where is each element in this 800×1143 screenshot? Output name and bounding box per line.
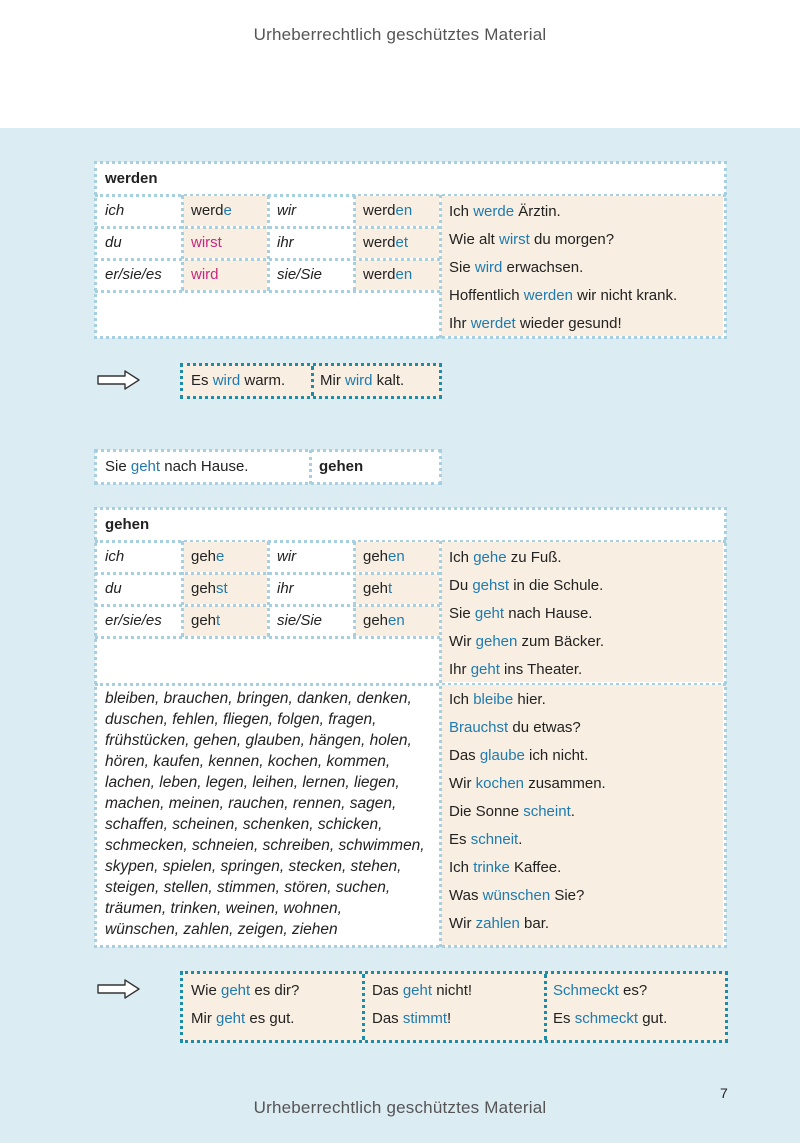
werden-example: Ihr werdet wieder gesund! bbox=[449, 315, 622, 332]
note-example: Es schmeckt gut. bbox=[553, 1010, 668, 1027]
verb-form: gehst bbox=[183, 574, 267, 604]
verb-form: geht bbox=[355, 574, 439, 604]
verb-form: werdet bbox=[355, 228, 439, 258]
gehen-example: Ich gehe zu Fuß. bbox=[449, 549, 562, 566]
infinitive-box bbox=[95, 450, 441, 484]
more-example: Die Sonne scheint. bbox=[449, 803, 575, 820]
gehen-title: gehen bbox=[105, 516, 150, 533]
more-example: Wir zahlen bar. bbox=[449, 915, 550, 932]
more-example: Wir kochen zusammen. bbox=[449, 775, 606, 792]
pronoun: er/sie/es bbox=[105, 266, 162, 283]
infinitive-example: Sie geht nach Hause. bbox=[105, 458, 249, 475]
pronoun: ich bbox=[105, 202, 125, 219]
note-example: Das stimmt! bbox=[372, 1010, 452, 1027]
pronoun: ich bbox=[105, 548, 125, 565]
verb-form: gehen bbox=[355, 542, 439, 572]
verb-form: wirst bbox=[183, 228, 267, 258]
werden-table bbox=[95, 162, 726, 338]
werden-example: Wie alt wirst du morgen? bbox=[449, 231, 615, 248]
pronoun: ihr bbox=[277, 580, 294, 597]
arrow-right-icon bbox=[97, 369, 141, 391]
gehen-examples bbox=[441, 542, 723, 682]
pronoun: du bbox=[105, 234, 122, 251]
gehen-example: Sie geht nach Hause. bbox=[449, 605, 593, 622]
note-example: Schmeckt es? bbox=[553, 982, 648, 999]
content-panel bbox=[0, 128, 800, 1143]
pronoun: wir bbox=[277, 202, 297, 219]
verb-form: gehe bbox=[183, 542, 267, 572]
more-example: Brauchst du etwas? bbox=[449, 719, 581, 736]
pronoun: sie/Sie bbox=[277, 266, 323, 283]
gehen-example: Du gehst in die Schule. bbox=[449, 577, 604, 594]
verb-form: gehen bbox=[355, 606, 439, 636]
gehen-table bbox=[95, 508, 726, 947]
verb-form: werden bbox=[355, 196, 439, 226]
werden-examples bbox=[441, 196, 723, 336]
pronoun: wir bbox=[277, 548, 297, 565]
note-example: Mir geht es gut. bbox=[191, 1010, 295, 1027]
gehen-note-box bbox=[181, 972, 727, 1042]
verb-form: werde bbox=[183, 196, 267, 226]
verb-form: wird bbox=[183, 260, 267, 290]
verb-form: werden bbox=[355, 260, 439, 290]
watermark-bottom: Urheberrechtlich geschütztes Material bbox=[253, 1098, 547, 1117]
more-example: Es schneit. bbox=[449, 831, 523, 848]
more-example: Das glaube ich nicht. bbox=[449, 747, 589, 764]
arrow-right-icon bbox=[97, 978, 141, 1000]
gehen-more-examples bbox=[441, 685, 723, 945]
pronoun: ihr bbox=[277, 234, 294, 251]
note-example: Wie geht es dir? bbox=[191, 982, 300, 999]
note-example: Es wird warm. bbox=[191, 372, 286, 389]
more-example: Ich bleibe hier. bbox=[449, 691, 546, 708]
gehen-example: Wir gehen zum Bäcker. bbox=[449, 633, 605, 650]
pronoun: sie/Sie bbox=[277, 612, 323, 629]
gehen-example: Ihr geht ins Theater. bbox=[449, 661, 583, 678]
infinitive-label: gehen bbox=[319, 458, 364, 475]
more-example: Ich trinke Kaffee. bbox=[449, 859, 562, 876]
werden-example: Sie wird erwachsen. bbox=[449, 259, 584, 276]
werden-note-box bbox=[181, 364, 441, 398]
pronoun: er/sie/es bbox=[105, 612, 162, 629]
more-example: Was wünschen Sie? bbox=[449, 887, 585, 904]
note-example: Mir wird kalt. bbox=[320, 372, 405, 389]
watermark-top: Urheberrechtlich geschütztes Material bbox=[253, 25, 547, 44]
verb-word-list: bleiben, brauchen, bringen, danken, denken, duschen, fehlen, fliegen, folgen, fragen, frühstücken, gehen, glauben, hängen, holen, hören, kaufen, kennen, kochen, kommen, lachen, leben, legen, leihen, lernen, liegen, machen, meinen, rauchen, rennen, sagen, schaffen, scheinen, schenken, schicken, schmecken, schneien, schreiben, schwimmen, skypen, spielen, springen, stecken, stehen, steigen, stellen, stimmen, stören, suchen, träumen, trinken, weinen, wohnen, wünschen, zahlen, zeigen, ziehen bbox=[105, 690, 425, 938]
page-number: 7 bbox=[720, 1085, 728, 1101]
werden-example: Hoffentlich werden wir nicht krank. bbox=[449, 287, 678, 304]
werden-title: werden bbox=[105, 170, 158, 187]
werden-example: Ich werde Ärztin. bbox=[449, 203, 561, 220]
verb-form: geht bbox=[183, 606, 267, 636]
note-example: Das geht nicht! bbox=[372, 982, 473, 999]
pronoun: du bbox=[105, 580, 122, 597]
